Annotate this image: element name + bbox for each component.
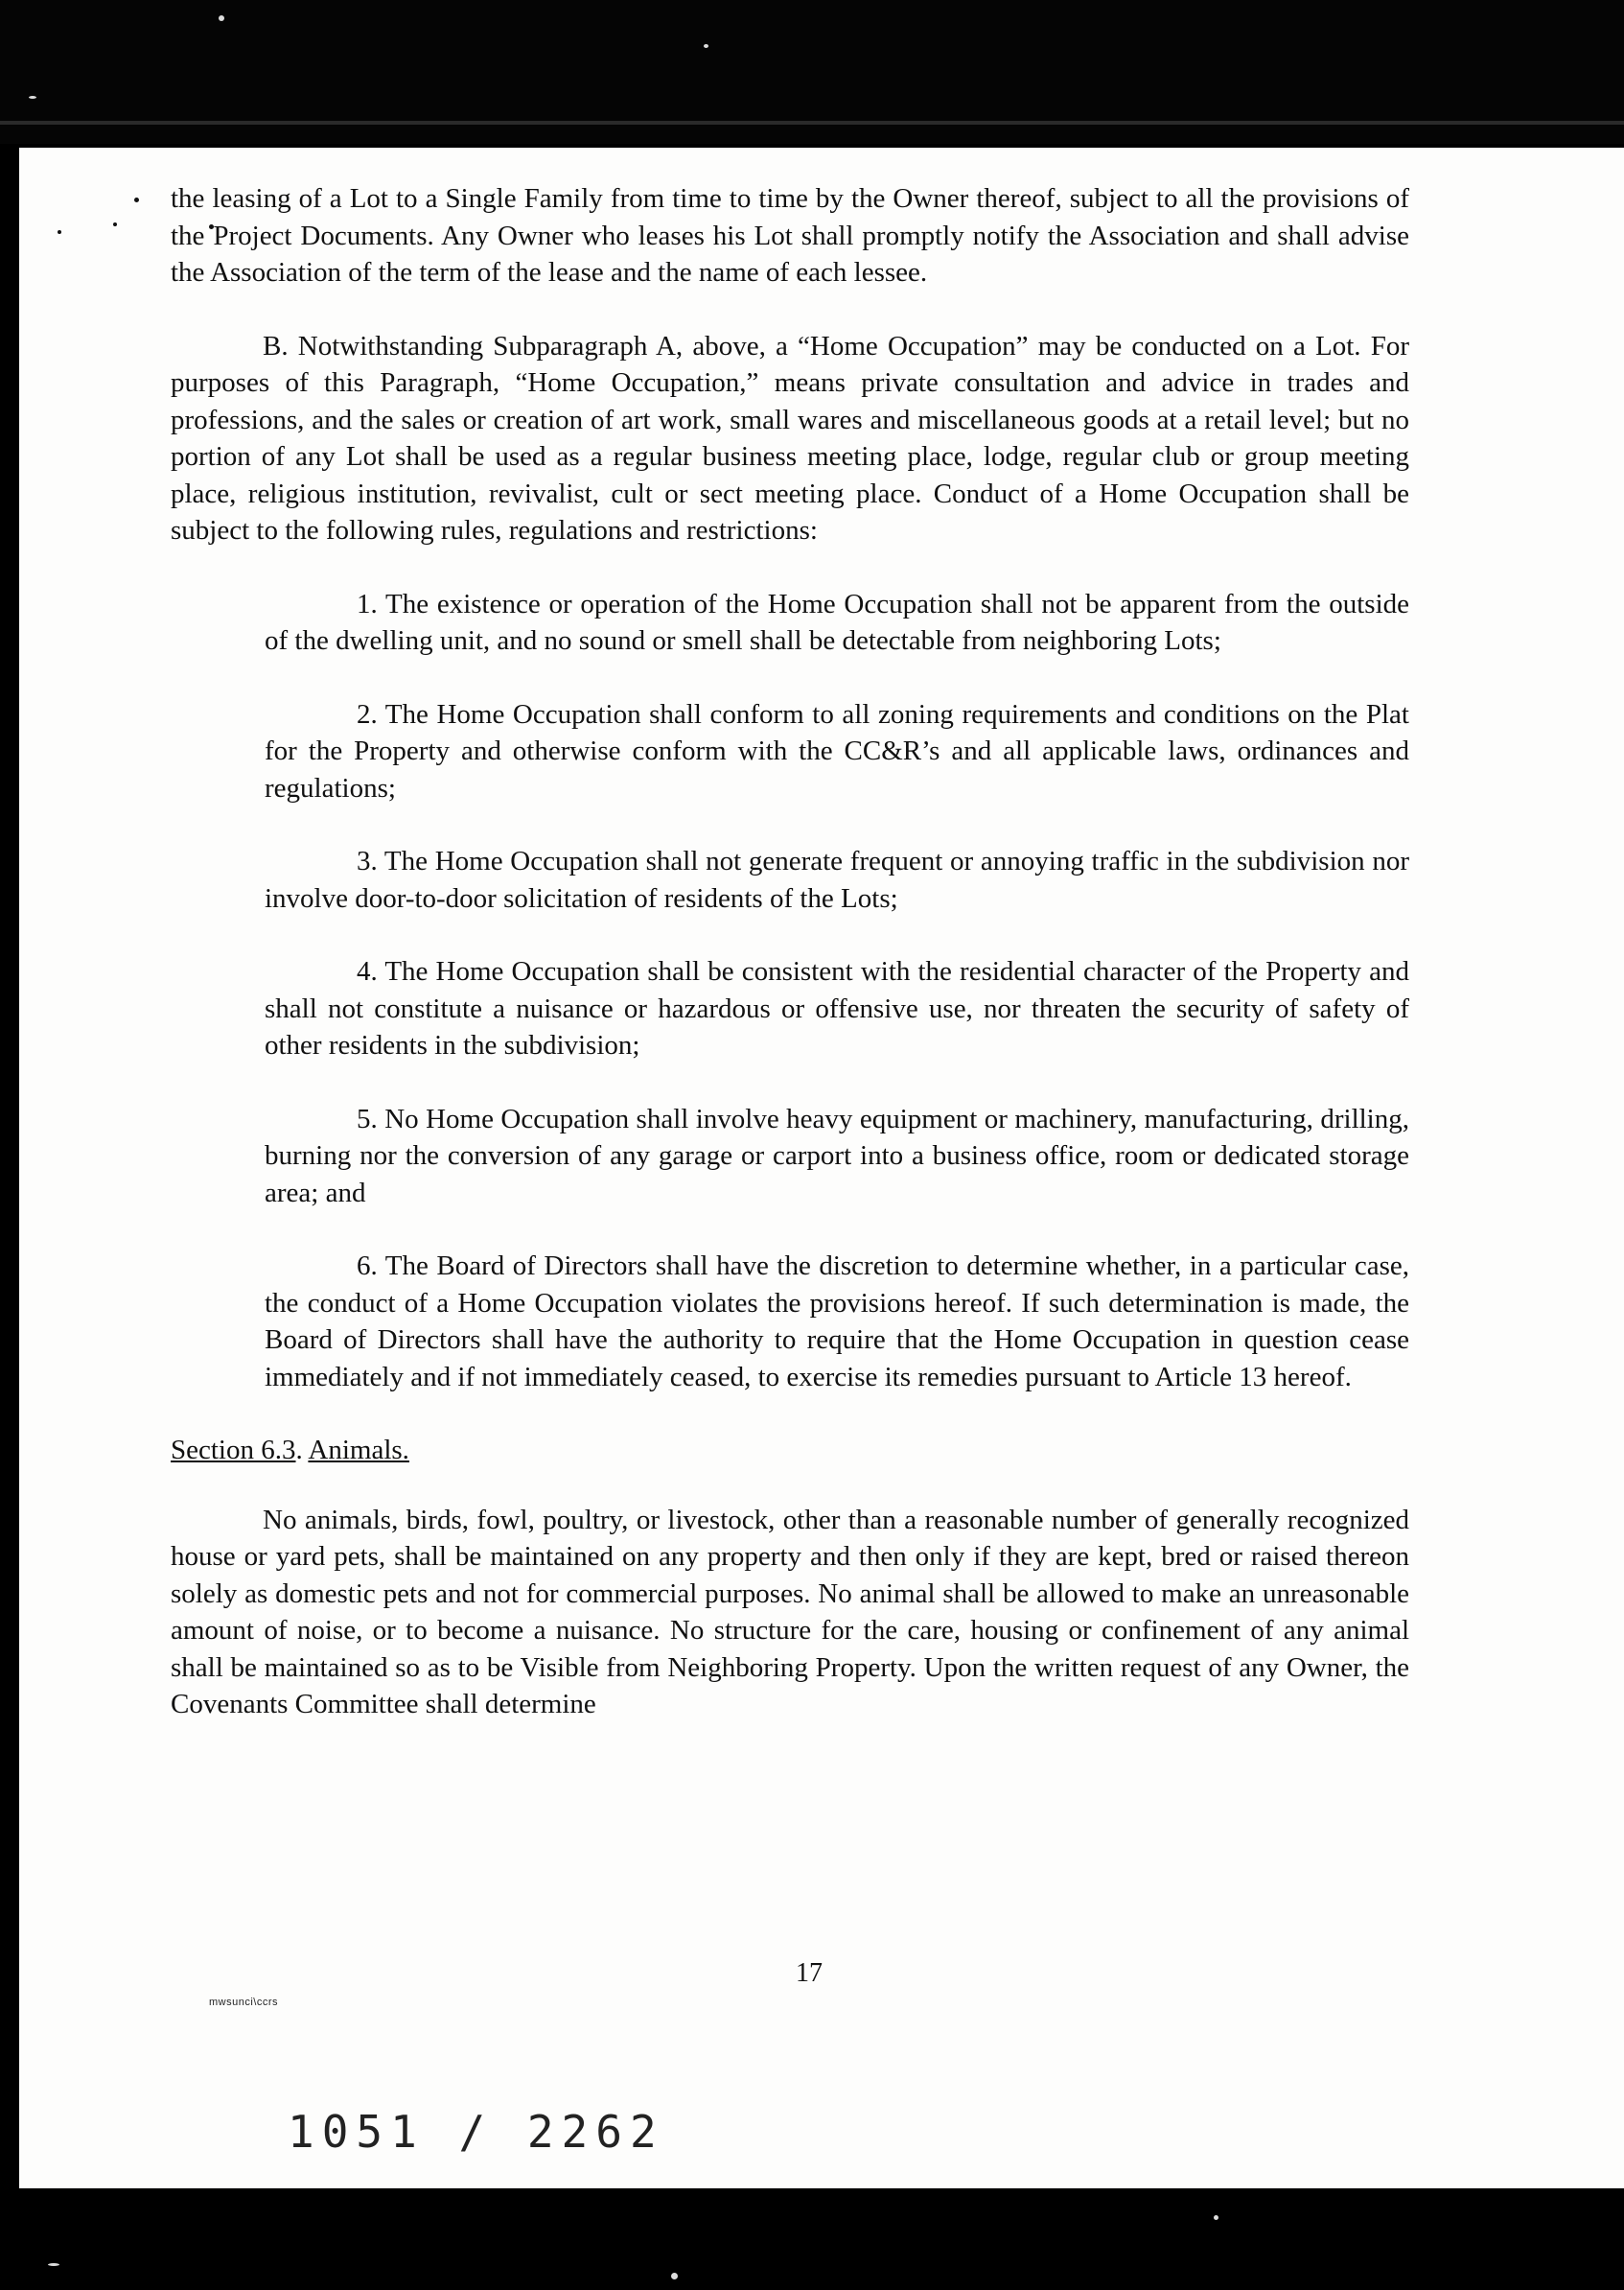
list-item: 6. The Board of Directors shall have the discretion to determine whether, in a particular case, the conduct of a Home Occupation violates the provisions hereof. If such determination is made, the Board of Directors shall have the authority to require that the Home Occupation in question cease immediately and if not immediately ceased, to exercise its remedies pursuant to Article 13 hereof. [265, 1250, 1409, 1392]
scan-speck [29, 96, 36, 99]
list-item: 4. The Home Occupation shall be consistent with the residential character of the Property and shall not constitute a nuisance or hazardous or offensive use, nor threaten the security of safety of other residents in the subdivision; [265, 956, 1409, 1061]
list-item: 5. No Home Occupation shall involve heavy equipment or machinery, manufacturing, drilling, burning nor the conversion of any garage or carport into a business office, room or dedicated storage area; and [265, 1103, 1409, 1208]
paragraph-b-home-occupation: B. Notwithstanding Subparagraph A, above, a “Home Occupation” may be conducted on a Lot. For purposes of this Paragraph, “Home Occupation,” means private consultation and advice in trades and professions, and the sales or creation of art work, small wares and miscellaneous goods at a retail level; but no portion of any Lot shall be used as a regular business meeting place, lodge, regular club or group meeting place, religious institution, revivalist, cult or sect meeting place. Conduct of a Home Occupation shall be subject to the following rules, regulations and restrictions: [171, 330, 1409, 546]
scan-speck [113, 222, 117, 226]
scan-speck [1214, 2215, 1218, 2220]
scan-edge-line [0, 121, 1624, 125]
scan-speck [58, 230, 61, 234]
scan-speck [671, 2273, 678, 2279]
bates-stamp-number: 1051 / 2262 [288, 2106, 664, 2158]
section-title: Animals. [308, 1435, 409, 1465]
scan-speck [219, 15, 224, 21]
list-item: 3. The Home Occupation shall not generate frequent or annoying traffic in the subdivision nor involve door-to-door solicitation of residents of the Lots; [265, 846, 1409, 914]
page-number: 17 [796, 1958, 823, 1988]
document-body [171, 180, 1409, 1723]
list-item: 2. The Home Occupation shall conform to all zoning requirements and conditions on the Plat for the Property and otherwise conform with the CC&R’s and all applicable laws, ordinances and regulations; [265, 698, 1409, 804]
scan-speck [134, 198, 139, 202]
list-item: 1. The existence or operation of the Home Occupation shall not be apparent from the outside of the dwelling unit, and no sound or smell shall be detectable from neighboring Lots; [265, 588, 1409, 656]
section-number: Section 6.3 [171, 1435, 296, 1465]
paragraph-continuation: the leasing of a Lot to a Single Family from time to time by the Owner thereof, subject to all the provisions of the Project Documents. Any Owner who leases his Lot shall promptly notify the Association and shall advise the Association of the term of the lease and the name of each lessee. [171, 183, 1409, 288]
paragraph-animals: No animals, birds, fowl, poultry, or livestock, other than a reasonable number of generally recognized house or yard pets, shall be maintained on any property and then only if they are kept, bred or raised thereon solely as domestic pets and not for commercial purposes. No animal shall be allowed to make an unreasonable amount of noise, or to become a nuisance. No structure for the care, housing or confinement of any animal shall be maintained so as to be Visible from Neighboring Property. Upon the written request of any Owner, the Covenants Committee shall determine [171, 1504, 1409, 1719]
scan-speck [704, 44, 708, 48]
scan-speck [48, 2263, 59, 2266]
footer-file-code: mwsunci\ccrs [209, 1997, 279, 2008]
section-heading: Section 6.3. Animals. [171, 1435, 409, 1465]
